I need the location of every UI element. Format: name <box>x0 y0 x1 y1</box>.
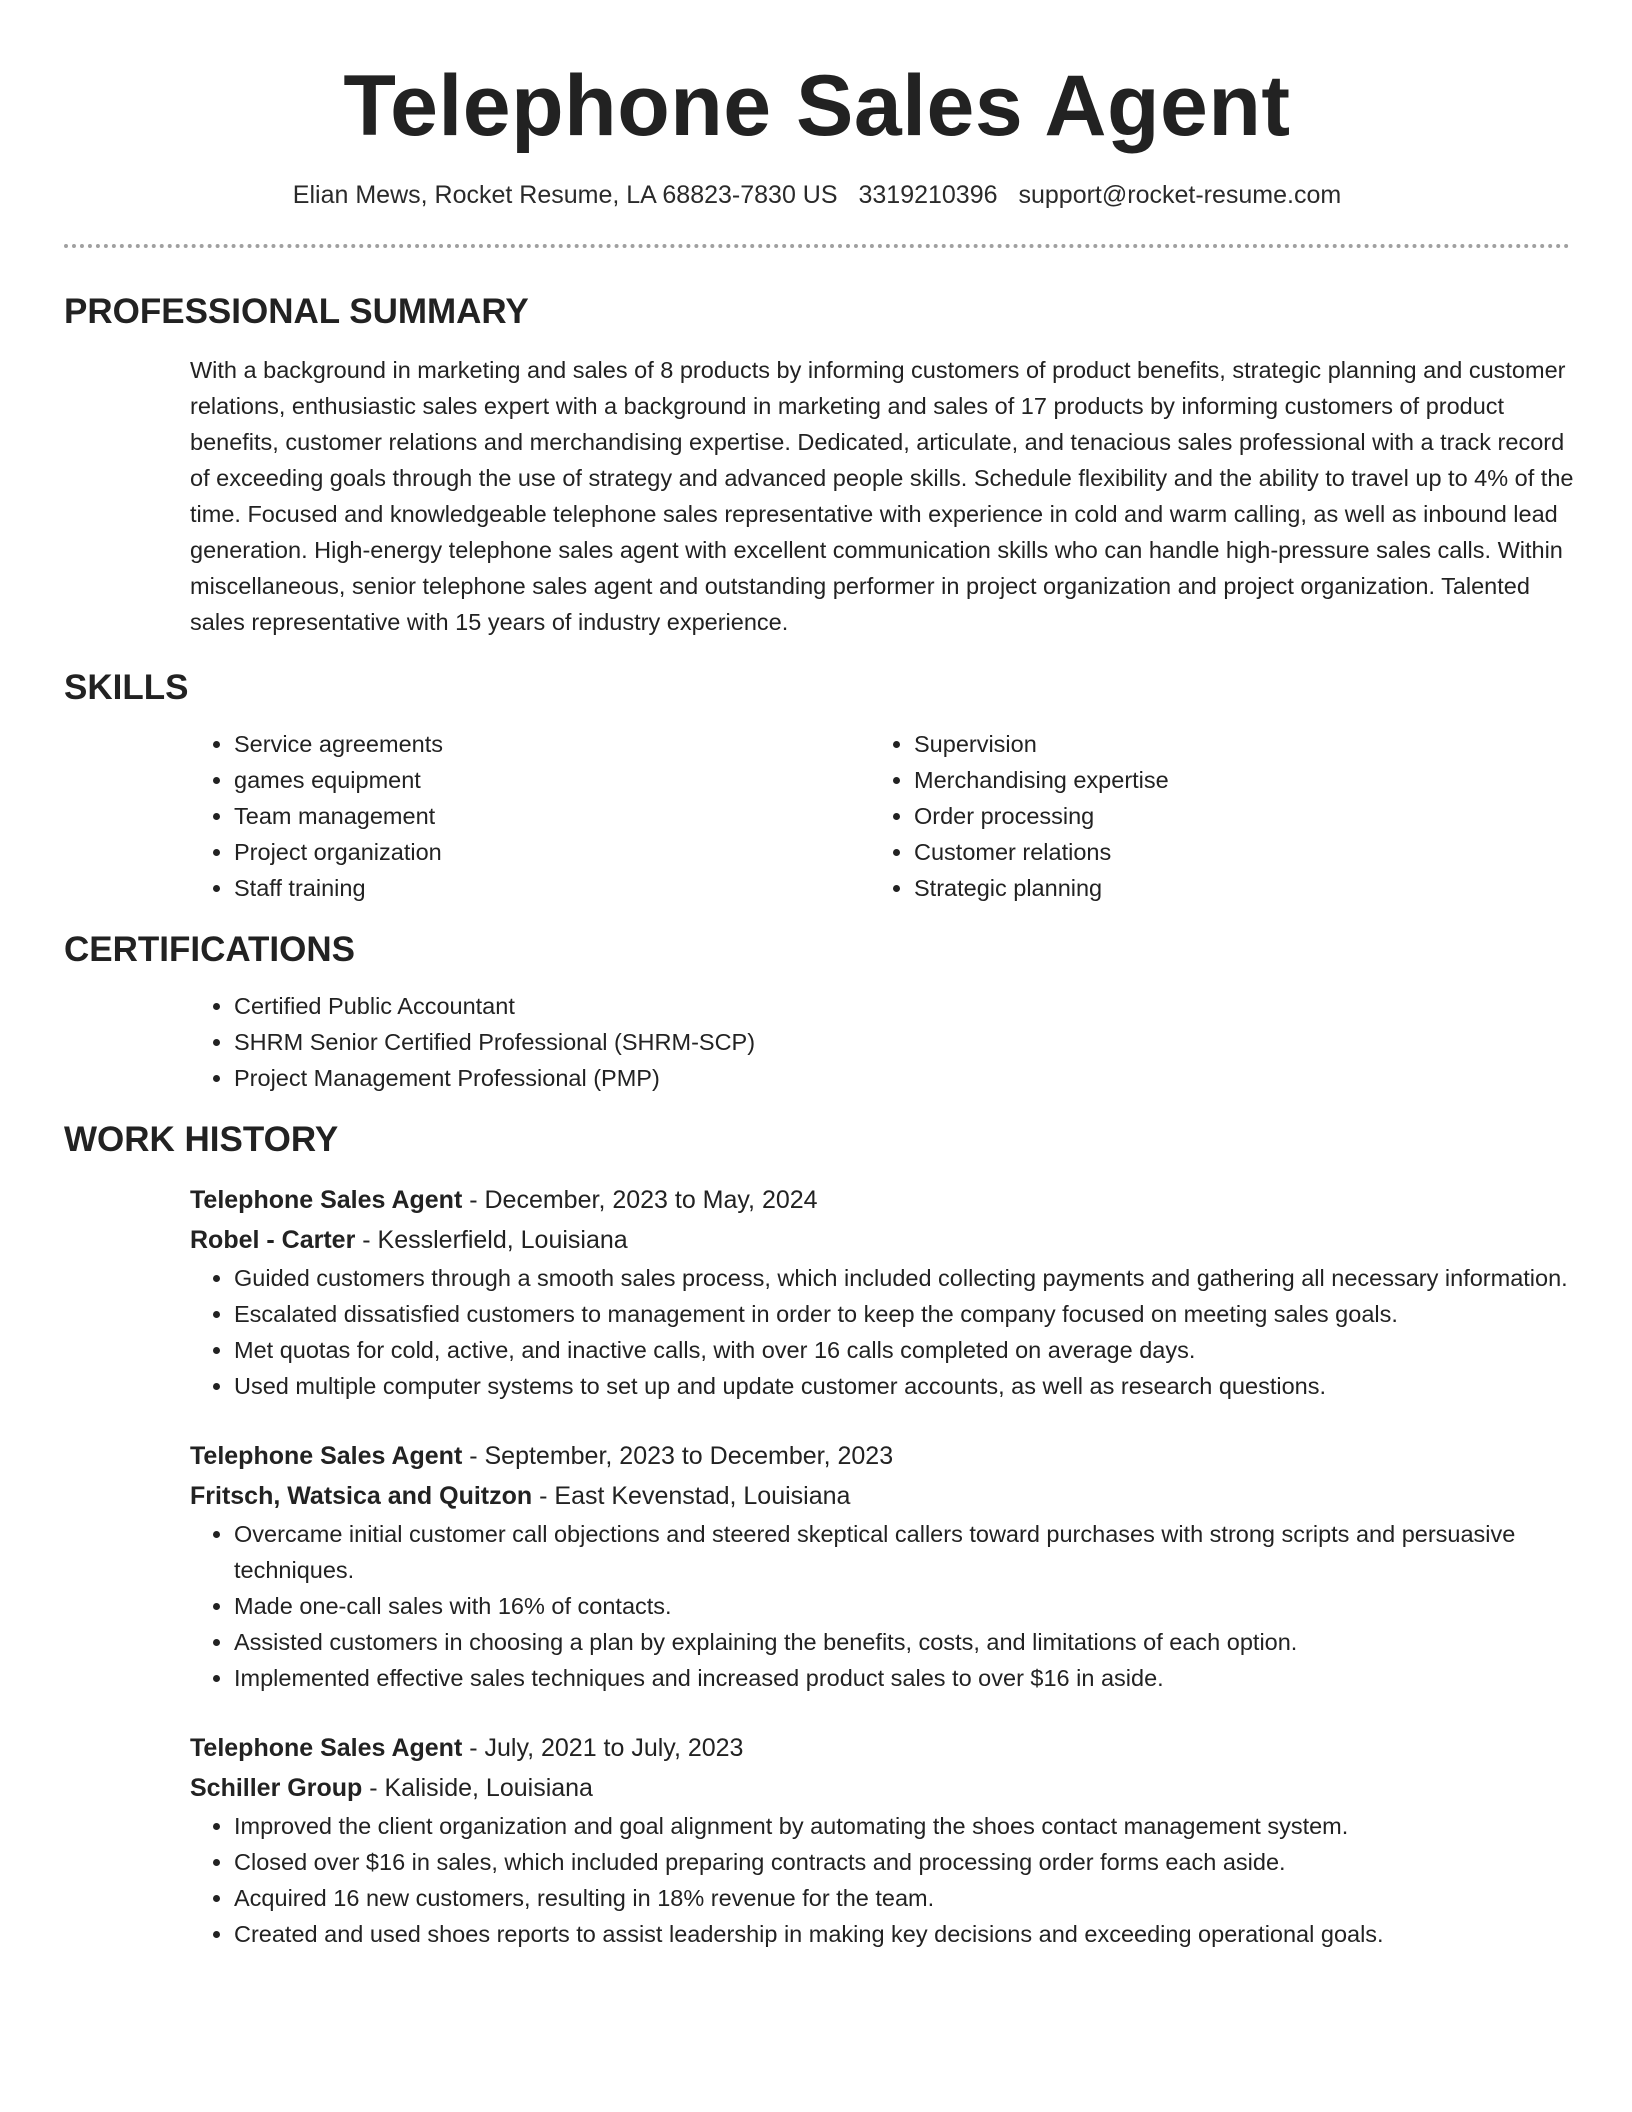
certification-item: • SHRM Senior Certified Professional (SHRM-SCP) <box>234 1024 1570 1060</box>
summary-text: With a background in marketing and sales of 8 products by informing customers of product benefits, strategic planning and customer relations, enthusiastic sales expert with a background in marketing and sales of 17 products by informing customers of product benefits, customer relations and merchandising expertise. Dedicated, articulate, and tenacious sales professional with a track record of exceeding goals through the use of strategy and advanced people skills. Schedule flexibility and the ability to travel up to 4% of the time. Focused and knowledgeable telephone sales representative with experience in cold and warm calling, as well as inbound lead generation. High-energy telephone sales agent with excellent communication skills who can handle high-pressure sales calls. Within miscellaneous, senior telephone sales agent and outstanding performer in project organization and project organization. Talented sales representative with 15 years of industry experience. <box>190 357 1574 635</box>
job-bullet: • Overcame initial customer call objections and steered skeptical callers toward purchases with strong scripts and persuasive techniques. <box>234 1516 1614 1588</box>
job-company: Schiller Group <box>190 1774 363 1802</box>
job-bullet: • Implemented effective sales techniques and increased product sales to over $16 in aside. <box>234 1660 1614 1696</box>
job-bullet: • Acquired 16 new customers, resulting in 18% revenue for the team. <box>234 1880 1614 1916</box>
job-bullet: • Made one-call sales with 16% of contacts. <box>234 1588 1614 1624</box>
job-location: - East Kevenstad, Louisiana <box>532 1482 851 1510</box>
job-company-line <box>190 1476 1570 1516</box>
job-location: - Kesslerfield, Louisiana <box>355 1226 628 1254</box>
skill-item: • Team management <box>234 798 870 834</box>
skill-item: • Project organization <box>234 834 870 870</box>
skill-item: • Service agreements <box>234 726 870 762</box>
skills-columns <box>190 726 1570 906</box>
skills-column-left <box>190 726 870 906</box>
skills-column-right <box>870 726 1550 906</box>
skill-item: • Staff training <box>234 870 870 906</box>
job-dates: - September, 2023 to December, 2023 <box>462 1442 894 1470</box>
resume-title: Telephone Sales Agent <box>343 58 1291 154</box>
contact-email: support@rocket-resume.com <box>1018 181 1342 209</box>
skills-list-right <box>870 726 1550 906</box>
job-bullets <box>190 1808 1614 1952</box>
job-dates: - December, 2023 to May, 2024 <box>462 1186 818 1214</box>
job-company: Fritsch, Watsica and Quitzon <box>190 1482 533 1510</box>
job-company-line <box>190 1768 1570 1808</box>
contact-phone: 3319210396 <box>858 181 998 209</box>
certifications-heading: CERTIFICATIONS <box>64 930 356 969</box>
job-bullet: • Used multiple computer systems to set up and update customer accounts, as well as research questions. <box>234 1368 1614 1404</box>
certification-item: • Certified Public Accountant <box>234 988 1570 1024</box>
summary-heading: PROFESSIONAL SUMMARY <box>64 292 529 331</box>
job-entry <box>190 1436 1570 1696</box>
job-title: Telephone Sales Agent <box>190 1734 463 1762</box>
job-title-line <box>190 1728 1570 1768</box>
skills-list-left <box>190 726 870 906</box>
skill-item: • Customer relations <box>914 834 1550 870</box>
job-bullet: • Escalated dissatisfied customers to management in order to keep the company focused on meeting sales goals. <box>234 1296 1614 1332</box>
certification-item: • Project Management Professional (PMP) <box>234 1060 1570 1096</box>
job-dates: - July, 2021 to July, 2023 <box>462 1734 744 1762</box>
resume-page <box>64 0 1574 1952</box>
job-title-line <box>190 1436 1570 1476</box>
job-entry <box>190 1180 1570 1404</box>
job-bullet: • Met quotas for cold, active, and inactive calls, with over 16 calls completed on average days. <box>234 1332 1614 1368</box>
certifications-list <box>190 988 1570 1096</box>
job-company-line <box>190 1220 1570 1260</box>
skills-heading: SKILLS <box>64 668 189 707</box>
skill-item: • games equipment <box>234 762 870 798</box>
skill-item: • Supervision <box>914 726 1550 762</box>
job-company: Robel - Carter <box>190 1226 356 1254</box>
work-history-heading: WORK HISTORY <box>64 1120 339 1159</box>
job-bullet: • Improved the client organization and goal alignment by automating the shoes contact management system. <box>234 1808 1614 1844</box>
job-title-line <box>190 1180 1570 1220</box>
job-bullet: • Guided customers through a smooth sales process, which included collecting payments and gathering all necessary information. <box>234 1260 1614 1296</box>
job-title: Telephone Sales Agent <box>190 1186 463 1214</box>
contact-line <box>64 178 1570 212</box>
skill-item: • Order processing <box>914 798 1550 834</box>
job-entry <box>190 1728 1570 1952</box>
skill-item: • Strategic planning <box>914 870 1550 906</box>
certifications-list-wrap <box>190 988 1570 1096</box>
job-location: - Kaliside, Louisiana <box>362 1774 593 1802</box>
job-bullet: • Closed over $16 in sales, which included preparing contracts and processing order forms each aside. <box>234 1844 1614 1880</box>
job-bullets <box>190 1260 1614 1404</box>
job-title: Telephone Sales Agent <box>190 1442 463 1470</box>
job-bullet: • Created and used shoes reports to assist leadership in making key decisions and exceeding operational goals. <box>234 1916 1614 1952</box>
contact-address: Elian Mews, Rocket Resume, LA 68823-7830 US <box>292 181 838 209</box>
header-divider <box>64 244 1570 248</box>
skill-item: • Merchandising expertise <box>914 762 1550 798</box>
job-bullets <box>190 1516 1614 1696</box>
job-bullet: • Assisted customers in choosing a plan by explaining the benefits, costs, and limitations of each option. <box>234 1624 1614 1660</box>
